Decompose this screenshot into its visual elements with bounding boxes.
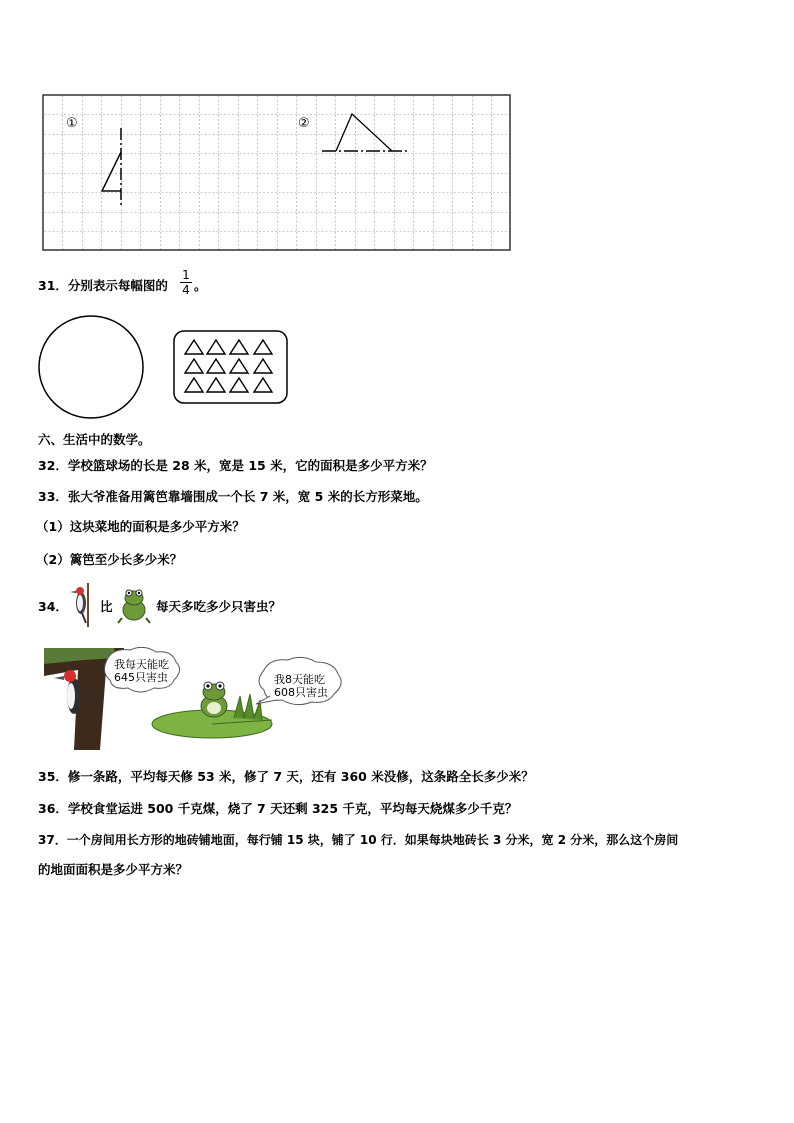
frog-icon <box>116 586 152 624</box>
question-31-text: 31．分别表示每幅图的 <box>38 278 168 293</box>
question-34-number: 34． <box>38 599 68 614</box>
fraction-denominator: 4 <box>182 283 190 297</box>
frog-bubble-line-2: 608只害虫 <box>274 686 328 699</box>
question-37-line-2: 的地面面积是多少平方米？ <box>38 862 189 877</box>
figure-1-label: ① <box>66 116 78 131</box>
frog-bubble-line-1: 我8天能吃 <box>274 673 325 686</box>
question-31 <box>38 278 168 294</box>
woodpecker-bubble-line-2: 645只害虫 <box>114 671 168 684</box>
question-33-part-1: （1）这块菜地的面积是多少平方米？ <box>36 519 245 534</box>
woodpecker-bubble-line-1: 我每天能吃 <box>114 658 169 671</box>
question-33-part-2: （2）篱笆至少长多少米？ <box>36 552 183 567</box>
question-34-bi: 比 <box>100 599 113 614</box>
frog-speech-bubble <box>274 673 328 699</box>
question-34-text: 每天多吃多少只害虫？ <box>156 599 282 614</box>
question-36: 36．学校食堂运进 500 千克煤，烧了 7 天还剩 325 千克，平均每天烧煤多少千克？ <box>38 801 518 816</box>
woodpecker-speech-bubble <box>114 658 169 684</box>
fraction-numerator: 1 <box>180 268 192 283</box>
question-37-line-1: 37．一个房间用长方形的地砖铺地面，每行铺 15 块，铺了 10 行．如果每块地砖长 3 分米，宽 2 分米，那么这个房间 <box>38 833 679 847</box>
circle-figure <box>36 313 148 421</box>
grid-figure <box>42 94 511 251</box>
section-6-heading: 六、生活中的数学。 <box>38 432 151 447</box>
question-31-end <box>194 278 207 294</box>
triangles-box-figure <box>172 329 290 405</box>
question-31-period: 。 <box>194 278 207 293</box>
question-32: 32．学校篮球场的长是 28 米，宽是 15 米，它的面积是多少平方米？ <box>38 458 433 473</box>
woodpecker-icon <box>68 583 94 627</box>
question-33: 33．张大爷准备用篱笆靠墙围成一个长 7 米，宽 5 米的长方形菜地。 <box>38 489 428 504</box>
grid-border <box>43 95 510 250</box>
figure-2-label: ② <box>298 116 310 131</box>
triangle-grid <box>185 340 272 392</box>
question-34-illustration <box>44 646 356 750</box>
fraction-one-quarter <box>180 268 192 297</box>
question-35: 35．修一条路，平均每天修 53 米，修了 7 天，还有 360 米没修，这条路全长多少米？ <box>38 769 534 784</box>
grid-drawing <box>42 94 511 251</box>
